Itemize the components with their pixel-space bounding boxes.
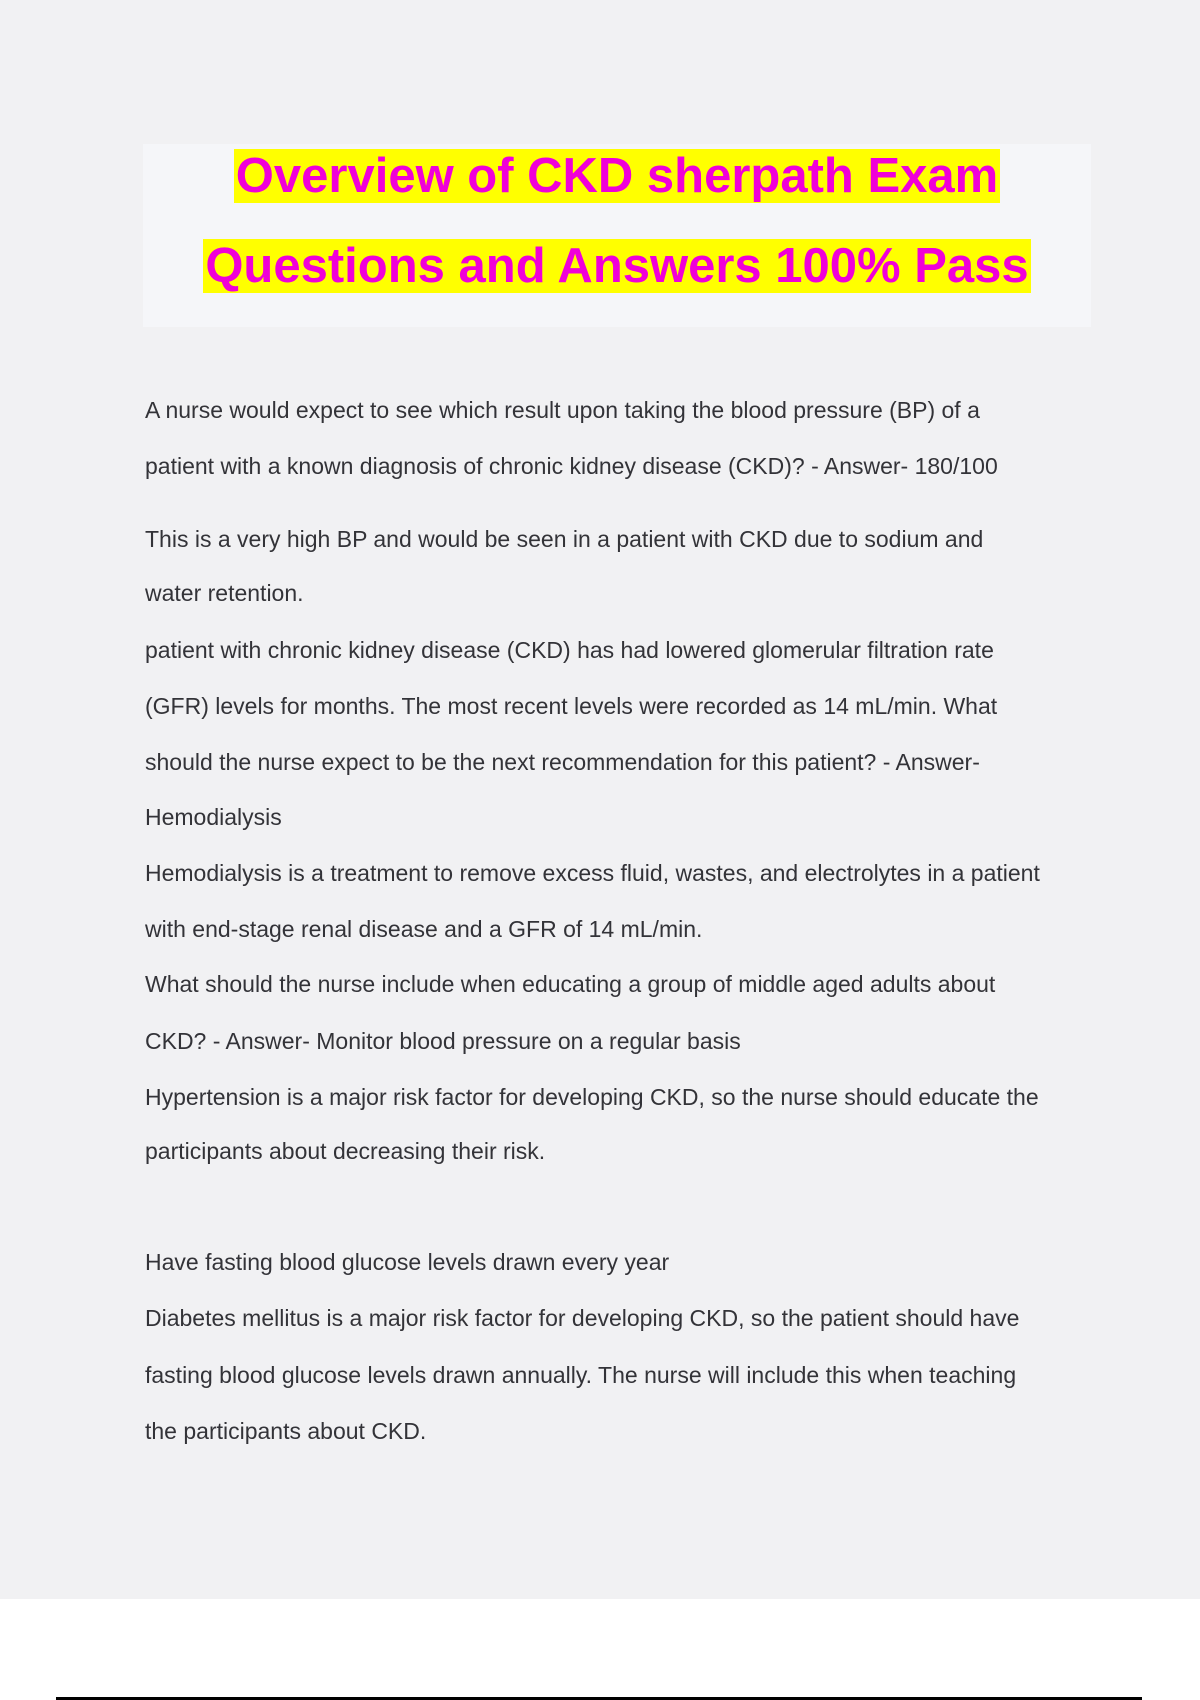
body-line: Have fasting blood glucose levels drawn every year [145, 1249, 670, 1275]
body-line: Hypertension is a major risk factor for developing CKD, so the nurse should educate the [145, 1084, 1039, 1110]
title-highlight: Questions and Answers 100% Pass [205, 239, 1029, 293]
body-line: the participants about CKD. [145, 1418, 427, 1444]
body-line: participants about decreasing their risk. [145, 1138, 546, 1164]
body-line: What should the nurse include when educating a group of middle aged adults about [145, 971, 996, 997]
body-line: Hemodialysis is a treatment to remove excess fluid, wastes, and electrolytes in a patient [145, 860, 1040, 886]
body-line: CKD? - Answer- Monitor blood pressure on a regular basis [145, 1028, 741, 1054]
title-highlight: Overview of CKD sherpath Exam [235, 149, 999, 203]
document-title-line-1 [143, 146, 1091, 206]
document-title-line-2 [143, 236, 1091, 296]
body-line: with end-stage renal disease and a GFR of 14 mL/min. [145, 916, 703, 942]
body-line: (GFR) levels for months. The most recent levels were recorded as 14 mL/min. What [145, 693, 998, 719]
body-line: patient with a known diagnosis of chronic kidney disease (CKD)? - Answer- 180/100 [145, 453, 998, 479]
body-line: This is a very high BP and would be seen in a patient with CKD due to sodium and [145, 526, 984, 552]
body-line: patient with chronic kidney disease (CKD) has had lowered glomerular filtration rate [145, 637, 994, 663]
title-block [143, 144, 1091, 327]
body-line: fasting blood glucose levels drawn annually. The nurse will include this when teaching [145, 1362, 1017, 1388]
body-line: water retention. [145, 580, 304, 606]
body-line: Hemodialysis [145, 804, 282, 830]
body-line: should the nurse expect to be the next recommendation for this patient? - Answer- [145, 749, 980, 775]
body-line: A nurse would expect to see which result upon taking the blood pressure (BP) of a [145, 397, 980, 423]
body-line: Diabetes mellitus is a major risk factor for developing CKD, so the patient should have [145, 1305, 1020, 1331]
